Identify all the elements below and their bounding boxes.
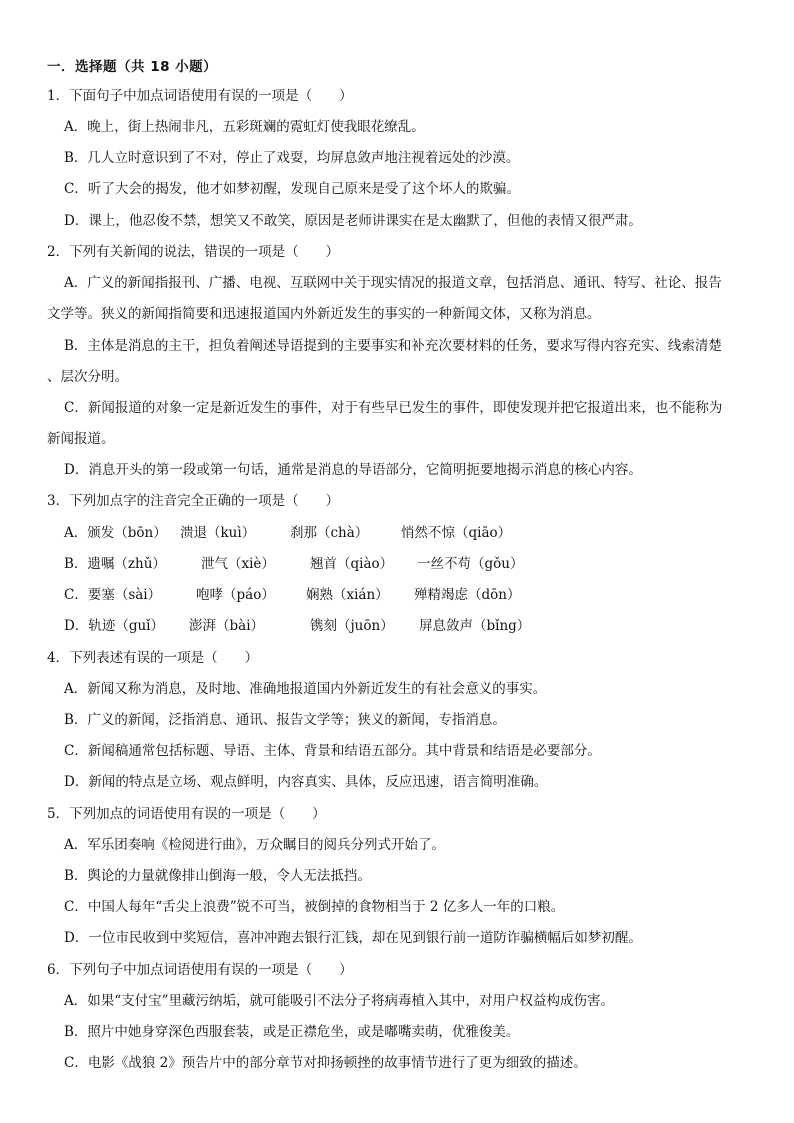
pinyin-item: 一丝不苟（gǒu）: [417, 556, 524, 572]
pinyin-row-b: [0, 555, 794, 573]
question-stem: 6．下列句子中加点词语使用有误的一项是（ ）: [47, 962, 353, 978]
option-b: B．主体是消息的主干，担负着阐述导语提到的主要事实和补充次要材料的任务，要求写得内容充实、线索清楚: [64, 338, 722, 354]
pinyin-item: 殚精竭虑（dōn）: [414, 587, 521, 603]
pinyin-item: 镌刻（juōn）: [310, 618, 394, 634]
option-b-continued: 、层次分明。: [47, 369, 128, 385]
option-c-continued: 新闻报道。: [47, 431, 115, 447]
pinyin-item: A．颁发（bōn）: [64, 525, 167, 541]
pinyin-item: 澎湃（bài）: [189, 618, 265, 634]
pinyin-row-c: [0, 586, 794, 604]
question-stem: 5．下列加点的词语使用有误的一项是（ ）: [47, 806, 326, 822]
pinyin-item: 泄气（xiè）: [201, 556, 275, 572]
option-a-continued: 文学等。狭义的新闻指简要和迅速报道国内外新近发生的事实的一种新闻文体，又称为消息。: [47, 306, 601, 322]
pinyin-row-a: [0, 524, 794, 542]
pinyin-item: 屏息敛声（bǐng）: [419, 618, 531, 634]
pinyin-item: B．遗嘱（zhǔ）: [64, 556, 166, 572]
option-a: A．晚上，街上热闹非凡，五彩斑斓的霓虹灯使我眼花缭乱。: [64, 119, 425, 135]
pinyin-item: C．要塞（sài）: [64, 587, 162, 603]
pinyin-item: 娴熟（xián）: [306, 587, 389, 603]
question-stem: 4．下列表述有误的一项是（ ）: [47, 650, 259, 666]
option-d: D．消息开头的第一段或第一句话，通常是消息的导语部分，它简明扼要地揭示消息的核心内容。: [64, 462, 642, 478]
option-b: B．广义的新闻，泛指消息、通讯、报告文学等；狭义的新闻，专指消息。: [64, 712, 506, 728]
option-b: B．舆论的力量就像排山倒海一般，令人无法抵挡。: [64, 868, 371, 884]
question-stem: 1．下面句子中加点词语使用有误的一项是（ ）: [47, 88, 353, 104]
option-c: C．新闻报道的对象一定是新近发生的事件，对于有些早已发生的事件，即使发现并把它报道出来，也不能称为: [64, 400, 723, 416]
pinyin-item: D．轨迹（guǐ）: [64, 618, 164, 634]
pinyin-item: 悄然不惊（qiāo）: [401, 525, 512, 541]
option-d: D．新闻的特点是立场、观点鲜明，内容真实、具体，反应迅速，语言简明准确。: [64, 774, 548, 790]
pinyin-item: 刹那（chà）: [290, 525, 369, 541]
option-a: A．如果“支付宝”里藏污纳垢，就可能吸引不法分子将病毒植入其中，对用户权益构成伤害。: [64, 993, 615, 1009]
section-title: 一．选择题（共 18 小题）: [47, 59, 218, 75]
option-b: B．几人立时意识到了不对，停止了戏耍，均屏息敛声地注视着远处的沙漠。: [64, 150, 520, 166]
pinyin-item: 咆哮（páo）: [196, 587, 275, 603]
option-c: C．电影《战狼 2》预告片中的部分章节对抑扬顿挫的故事情节进行了更为细致的描述。: [64, 1055, 587, 1071]
option-b: B．照片中她身穿深色西服套装，或是正襟危坐，或是嘟嘴卖萌，优雅俊美。: [64, 1024, 520, 1040]
option-a: A．新闻又称为消息，及时地、准确地报道国内外新近发生的有社会意义的事实。: [64, 681, 547, 697]
question-stem: 3．下列加点字的注音完全正确的一项是（ ）: [47, 493, 340, 509]
option-d: D．课上，他忍俊不禁，想笑又不敢笑，原因是老师讲课实在是太幽默了，但他的表情又很严肃。: [64, 213, 642, 229]
option-c: C．新闻稿通常包括标题、导语、主体、背景和结语五部分。其中背景和结语是必要部分。: [64, 743, 601, 759]
pinyin-item: 翘首（qiào）: [310, 556, 394, 572]
option-c: C．听了大会的揭发，他才如梦初醒，发现自己原来是受了这个坏人的欺骗。: [64, 181, 520, 197]
option-a: A．军乐团奏响《检阅进行曲》，万众瞩目的阅兵分列式开始了。: [64, 837, 445, 853]
pinyin-row-d: [0, 617, 794, 635]
question-stem: 2．下列有关新闻的说法，错误的一项是（ ）: [47, 244, 340, 260]
option-d: D．一位市民收到中奖短信，喜冲冲跑去银行汇钱，却在见到银行前一道防诈骗横幅后如梦初醒。: [64, 930, 642, 946]
pinyin-item: 溃退（kuì）: [180, 525, 256, 541]
option-a: A．广义的新闻指报刊、广播、电视、互联网中关于现实情况的报道文章，包括消息、通讯、特写、社论、报告: [64, 275, 722, 291]
option-c: C．中国人每年“舌尖上浪费”锐不可当，被倒掉的食物相当于 2 亿多人一年的口粮。: [64, 899, 565, 915]
